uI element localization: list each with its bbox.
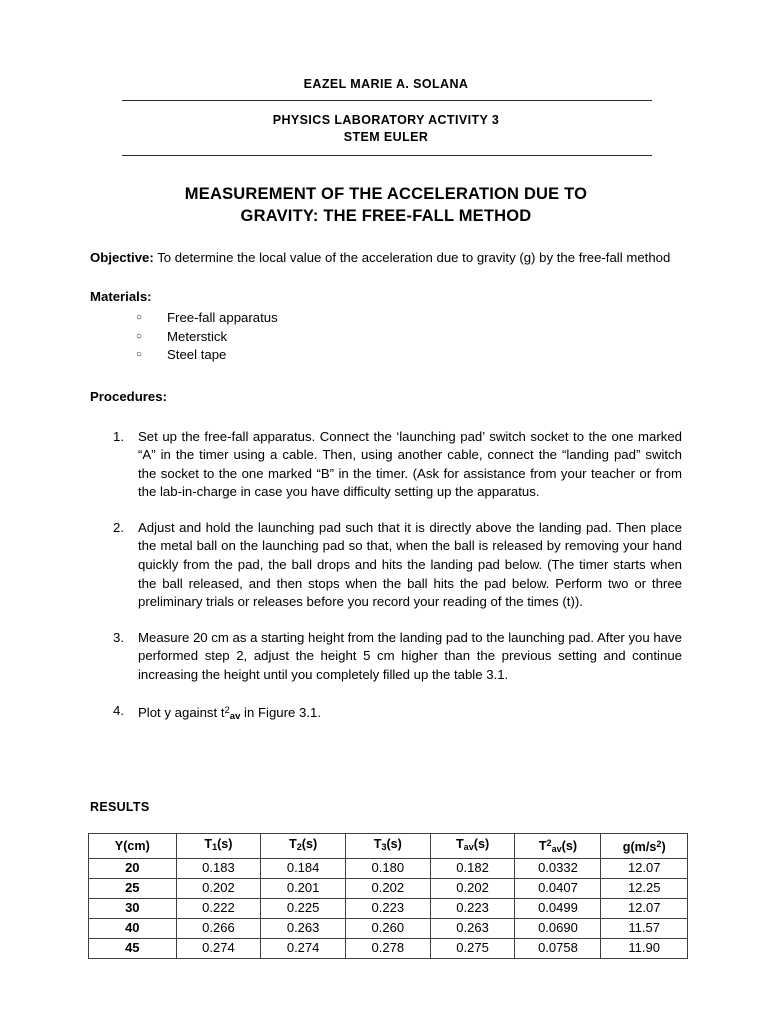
list-item <box>90 519 682 612</box>
cell-t1: 0.183 <box>176 858 261 878</box>
material-label: Steel tape <box>167 347 227 362</box>
column-header-text: T <box>289 837 297 852</box>
column-header-text: T <box>538 838 547 853</box>
cell-t2: 0.201 <box>261 878 346 898</box>
cell-g: 12.07 <box>601 858 688 878</box>
procedure-text-pre: Plot y against t <box>138 704 225 720</box>
procedure-text <box>138 705 321 720</box>
column-header-text: T <box>455 837 464 852</box>
column-header-text: T <box>204 837 213 852</box>
column-header-subscript: av <box>551 843 562 854</box>
cell-t2av: 0.0332 <box>515 858 601 878</box>
document-body <box>90 248 682 726</box>
list-item <box>90 328 682 347</box>
column-header-t1 <box>176 834 261 859</box>
procedure-number: 3. <box>113 629 124 645</box>
list-item <box>90 428 682 502</box>
materials-list <box>90 309 682 365</box>
column-header-tav <box>430 834 515 859</box>
objective-paragraph <box>90 248 682 267</box>
page-title <box>90 183 682 227</box>
course-title: PHYSICS LABORATORY ACTIVITY 3 <box>272 113 500 127</box>
column-header-subscript: 3 <box>381 842 387 853</box>
procedures-heading: Procedures: <box>90 388 167 404</box>
list-item <box>90 702 682 727</box>
procedure-number: 2. <box>113 519 124 535</box>
cell-t3: 0.260 <box>345 918 430 938</box>
hollow-circle-bullet-icon: ○ <box>136 330 143 342</box>
table-body <box>89 858 688 958</box>
cell-y: 30 <box>89 898 177 918</box>
column-header-tail: (s) <box>301 837 318 852</box>
cell-t2: 0.263 <box>261 918 346 938</box>
column-header-t2 <box>261 834 346 859</box>
cell-t2: 0.184 <box>261 858 346 878</box>
cell-g: 12.25 <box>601 878 688 898</box>
material-label: Free-fall apparatus <box>167 310 278 325</box>
cell-tav: 0.275 <box>430 938 515 958</box>
procedure-text: Set up the free-fall apparatus. Connect the ‘launching pad’ switch socket to the one marked “A” in the timer using a cable. Then, using another cable, connect the “landing pad” switch the socket to the one marked “B” in the timer. (Ask for assistance from your teacher or from the lab-in-charge in case you have difficulty setting up the apparatus. <box>138 428 682 500</box>
cell-t1: 0.266 <box>176 918 261 938</box>
cell-tav: 0.182 <box>430 858 515 878</box>
procedure-text-subscript: av <box>229 710 241 722</box>
author-name: EAZEL MARIE A. SOLANA <box>303 77 469 91</box>
objective-label: Objective: <box>90 250 154 265</box>
column-header-text: T <box>373 837 382 852</box>
list-item <box>90 346 682 365</box>
column-header-tail: (s) <box>561 838 578 853</box>
hollow-circle-bullet-icon: ○ <box>136 349 143 360</box>
procedure-text: Adjust and hold the launching pad such that it is directly above the landing pad. Then place the metal ball on the launching pad so that, when the ball is released by removing your hand quickly from the pad, the ball drops and hits the landing pad below. (The timer starts when the ball released, and then stops when the ball hits the pad below. Perform two or three preliminary trials or releases before you record your reading of the times (t)). <box>138 519 682 610</box>
header-divider-bottom <box>122 155 652 156</box>
cell-t1: 0.274 <box>176 938 261 958</box>
column-header-subscript: 2 <box>296 842 302 853</box>
column-header-text: g(m/s <box>622 840 657 855</box>
column-header-superscript: 2 <box>546 838 552 848</box>
table-header <box>89 834 688 859</box>
cell-y: 40 <box>89 918 177 938</box>
procedure-number: 4. <box>113 702 124 718</box>
cell-tav: 0.223 <box>430 898 515 918</box>
material-label: Meterstick <box>167 328 228 344</box>
materials-heading: Materials: <box>90 289 152 304</box>
column-header-t2av <box>515 834 601 859</box>
column-header-text: Y(cm) <box>114 838 150 853</box>
results-table <box>88 833 688 959</box>
column-header-tail: (s) <box>473 837 490 852</box>
cell-y: 20 <box>89 858 177 878</box>
cell-g: 11.90 <box>601 938 688 958</box>
column-header-subscript: av <box>463 842 474 853</box>
cell-t3: 0.180 <box>345 858 430 878</box>
column-header-superscript: 2 <box>656 839 662 850</box>
course-block <box>90 112 682 145</box>
table-header-row <box>89 834 688 859</box>
cell-t2av: 0.0758 <box>515 938 601 958</box>
cell-y: 25 <box>89 878 177 898</box>
objective-text: To determine the local value of the acceleration due to gravity (g) by the free-fall method <box>153 250 671 265</box>
cell-t2: 0.225 <box>261 898 346 918</box>
cell-t3: 0.278 <box>345 938 430 958</box>
column-header-tail: ) <box>661 840 666 855</box>
cell-tav: 0.263 <box>430 918 515 938</box>
procedure-text: Measure 20 cm as a starting height from the landing pad to the launching pad. After you have performed step 2, adjust the height 5 cm higher than the previous setting and continue increasing the height until you completely filled up the table 3.1. <box>138 629 682 683</box>
column-header-subscript: 1 <box>212 842 218 853</box>
cell-y: 45 <box>89 938 177 958</box>
hollow-circle-bullet-icon: ○ <box>136 312 143 323</box>
column-header-y <box>89 834 177 859</box>
procedure-text-superscript: 2 <box>224 704 230 716</box>
cell-g: 11.57 <box>601 918 688 938</box>
list-item <box>90 309 682 328</box>
table-row <box>89 918 688 938</box>
cell-tav: 0.202 <box>430 878 515 898</box>
header-divider-top <box>122 100 652 101</box>
cell-t1: 0.202 <box>176 878 261 898</box>
cell-t2av: 0.0407 <box>515 878 601 898</box>
cell-t2av: 0.0499 <box>515 898 601 918</box>
procedures-list <box>90 428 682 727</box>
page-title-line1: MEASUREMENT OF THE ACCELERATION DUE TO <box>184 185 588 203</box>
cell-t2av: 0.0690 <box>515 918 601 938</box>
column-header-t3 <box>345 834 430 859</box>
document-header <box>90 76 682 156</box>
cell-g: 12.07 <box>601 898 688 918</box>
results-heading: RESULTS <box>90 800 150 814</box>
column-header-g <box>601 834 688 859</box>
column-header-tail: (s) <box>386 837 402 852</box>
table-row <box>89 878 688 898</box>
cell-t3: 0.223 <box>345 898 430 918</box>
cell-t2: 0.274 <box>261 938 346 958</box>
table-row <box>89 938 688 958</box>
list-item <box>90 629 682 685</box>
table-row <box>89 898 688 918</box>
section-name: STEM EULER <box>343 129 429 144</box>
table-row <box>89 858 688 878</box>
cell-t3: 0.202 <box>345 878 430 898</box>
cell-t1: 0.222 <box>176 898 261 918</box>
procedure-text-post: in Figure 3.1. <box>240 704 322 720</box>
page-title-line2: GRAVITY: THE FREE-FALL METHOD <box>240 207 532 225</box>
column-header-tail: (s) <box>217 837 233 852</box>
procedure-number: 1. <box>113 428 124 444</box>
